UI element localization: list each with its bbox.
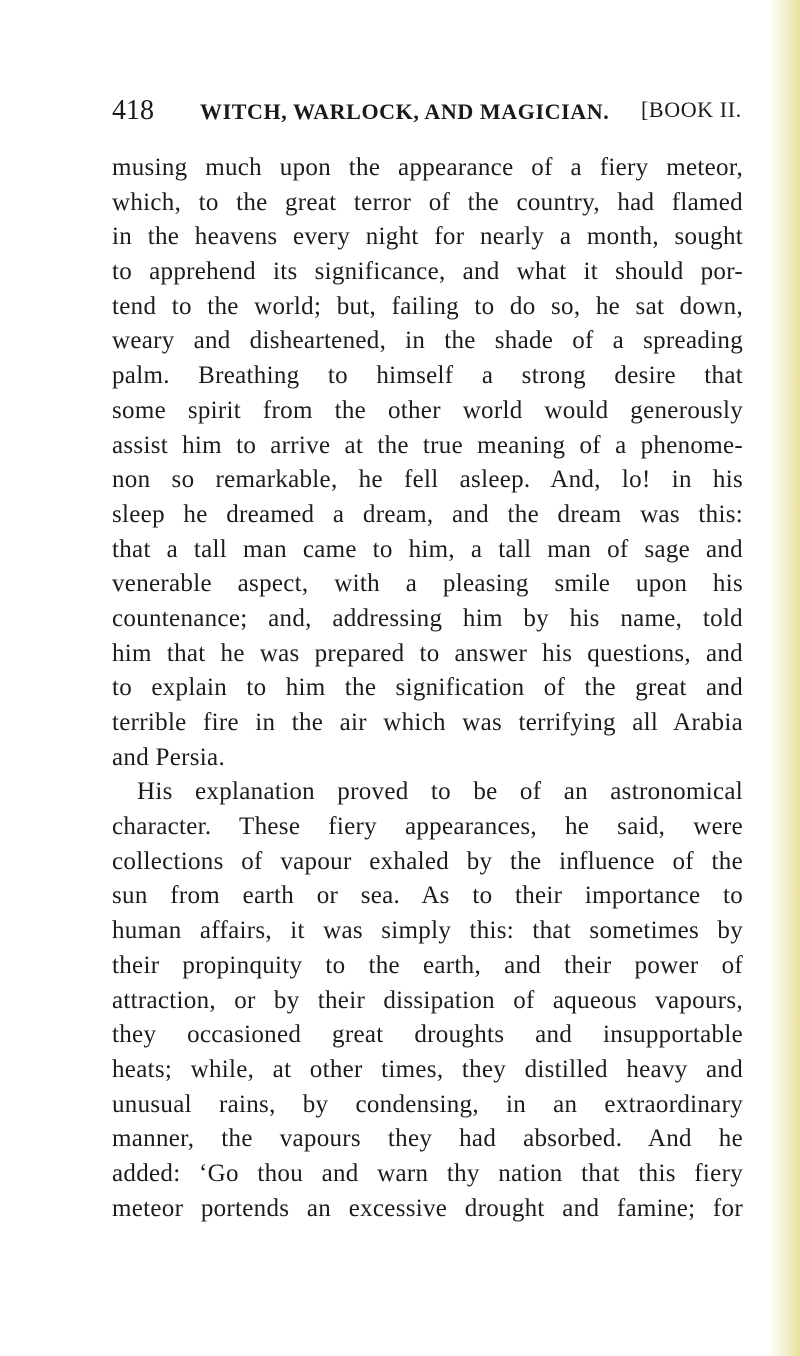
text-line: palm. Breathing to himself a strong desire that (112, 362, 743, 390)
text-line: sun from earth or sea. As to their importance to (112, 882, 743, 910)
text-line: non so remarkable, he fell asleep. And, lo! in his (112, 466, 743, 494)
running-title: WITCH, WARLOCK, AND MAGICIAN. (200, 99, 610, 124)
text-line: assist him to arrive at the true meaning of a phenome- (112, 431, 743, 459)
text-line: venerable aspect, with a pleasing smile upon his (112, 570, 743, 598)
text-line: to apprehend its significance, and what it should por- (112, 258, 743, 286)
body-text (112, 151, 743, 1226)
text-line: human affairs, it was simply this: that sometimes by (112, 917, 743, 945)
text-line: collections of vapour exhaled by the influence of the (112, 847, 743, 875)
text-line: in the heavens every night for nearly a month, sought (112, 223, 743, 251)
text-line: to explain to him the signification of the great and (112, 674, 743, 702)
text-line: meteor portends an excessive drought and famine; for (112, 1194, 743, 1222)
text-line: countenance; and, addressing him by his name, told (112, 604, 743, 632)
text-line: added: ‘Go thou and warn thy nation that this fiery (112, 1159, 743, 1187)
text-line: musing much upon the appearance of a fiery meteor, (112, 154, 743, 181)
text-line: which, to the great terror of the country, had flamed (112, 188, 743, 216)
text-line: heats; while, at other times, they distilled heavy and (112, 1055, 743, 1083)
text-line: that a tall man came to him, a tall man of sage and (112, 535, 743, 563)
text-line: some spirit from the other world would generously (112, 396, 743, 424)
text-line: him that he was prepared to answer his questions, and (112, 639, 743, 667)
text-line: their propinquity to the earth, and their power of (112, 951, 743, 979)
text-line: tend to the world; but, failing to do so, he sat down, (112, 292, 743, 320)
text-line: and Persia. (112, 743, 225, 771)
text-line: unusual rains, by condensing, in an extraordinary (112, 1090, 743, 1118)
text-line: terrible fire in the air which was terrifying all Arabia (112, 709, 743, 736)
text-line: weary and disheartened, in the shade of a spreading (112, 327, 743, 355)
text-line: His explanation proved to be of an astronomical (137, 778, 743, 806)
page-edge (786, 0, 800, 1356)
page-number: 418 (112, 95, 154, 126)
text-line: sleep he dreamed a dream, and the dream was this: (112, 500, 743, 528)
text-line: character. These fiery appearances, he said, were (112, 813, 743, 841)
text-line: manner, the vapours they had absorbed. And he (112, 1125, 743, 1153)
text-line: attraction, or by their dissipation of aqueous vapours, (112, 986, 743, 1014)
book-marker: [BOOK II. (641, 97, 742, 122)
text-line: they occasioned great droughts and insupportable (112, 1021, 743, 1049)
